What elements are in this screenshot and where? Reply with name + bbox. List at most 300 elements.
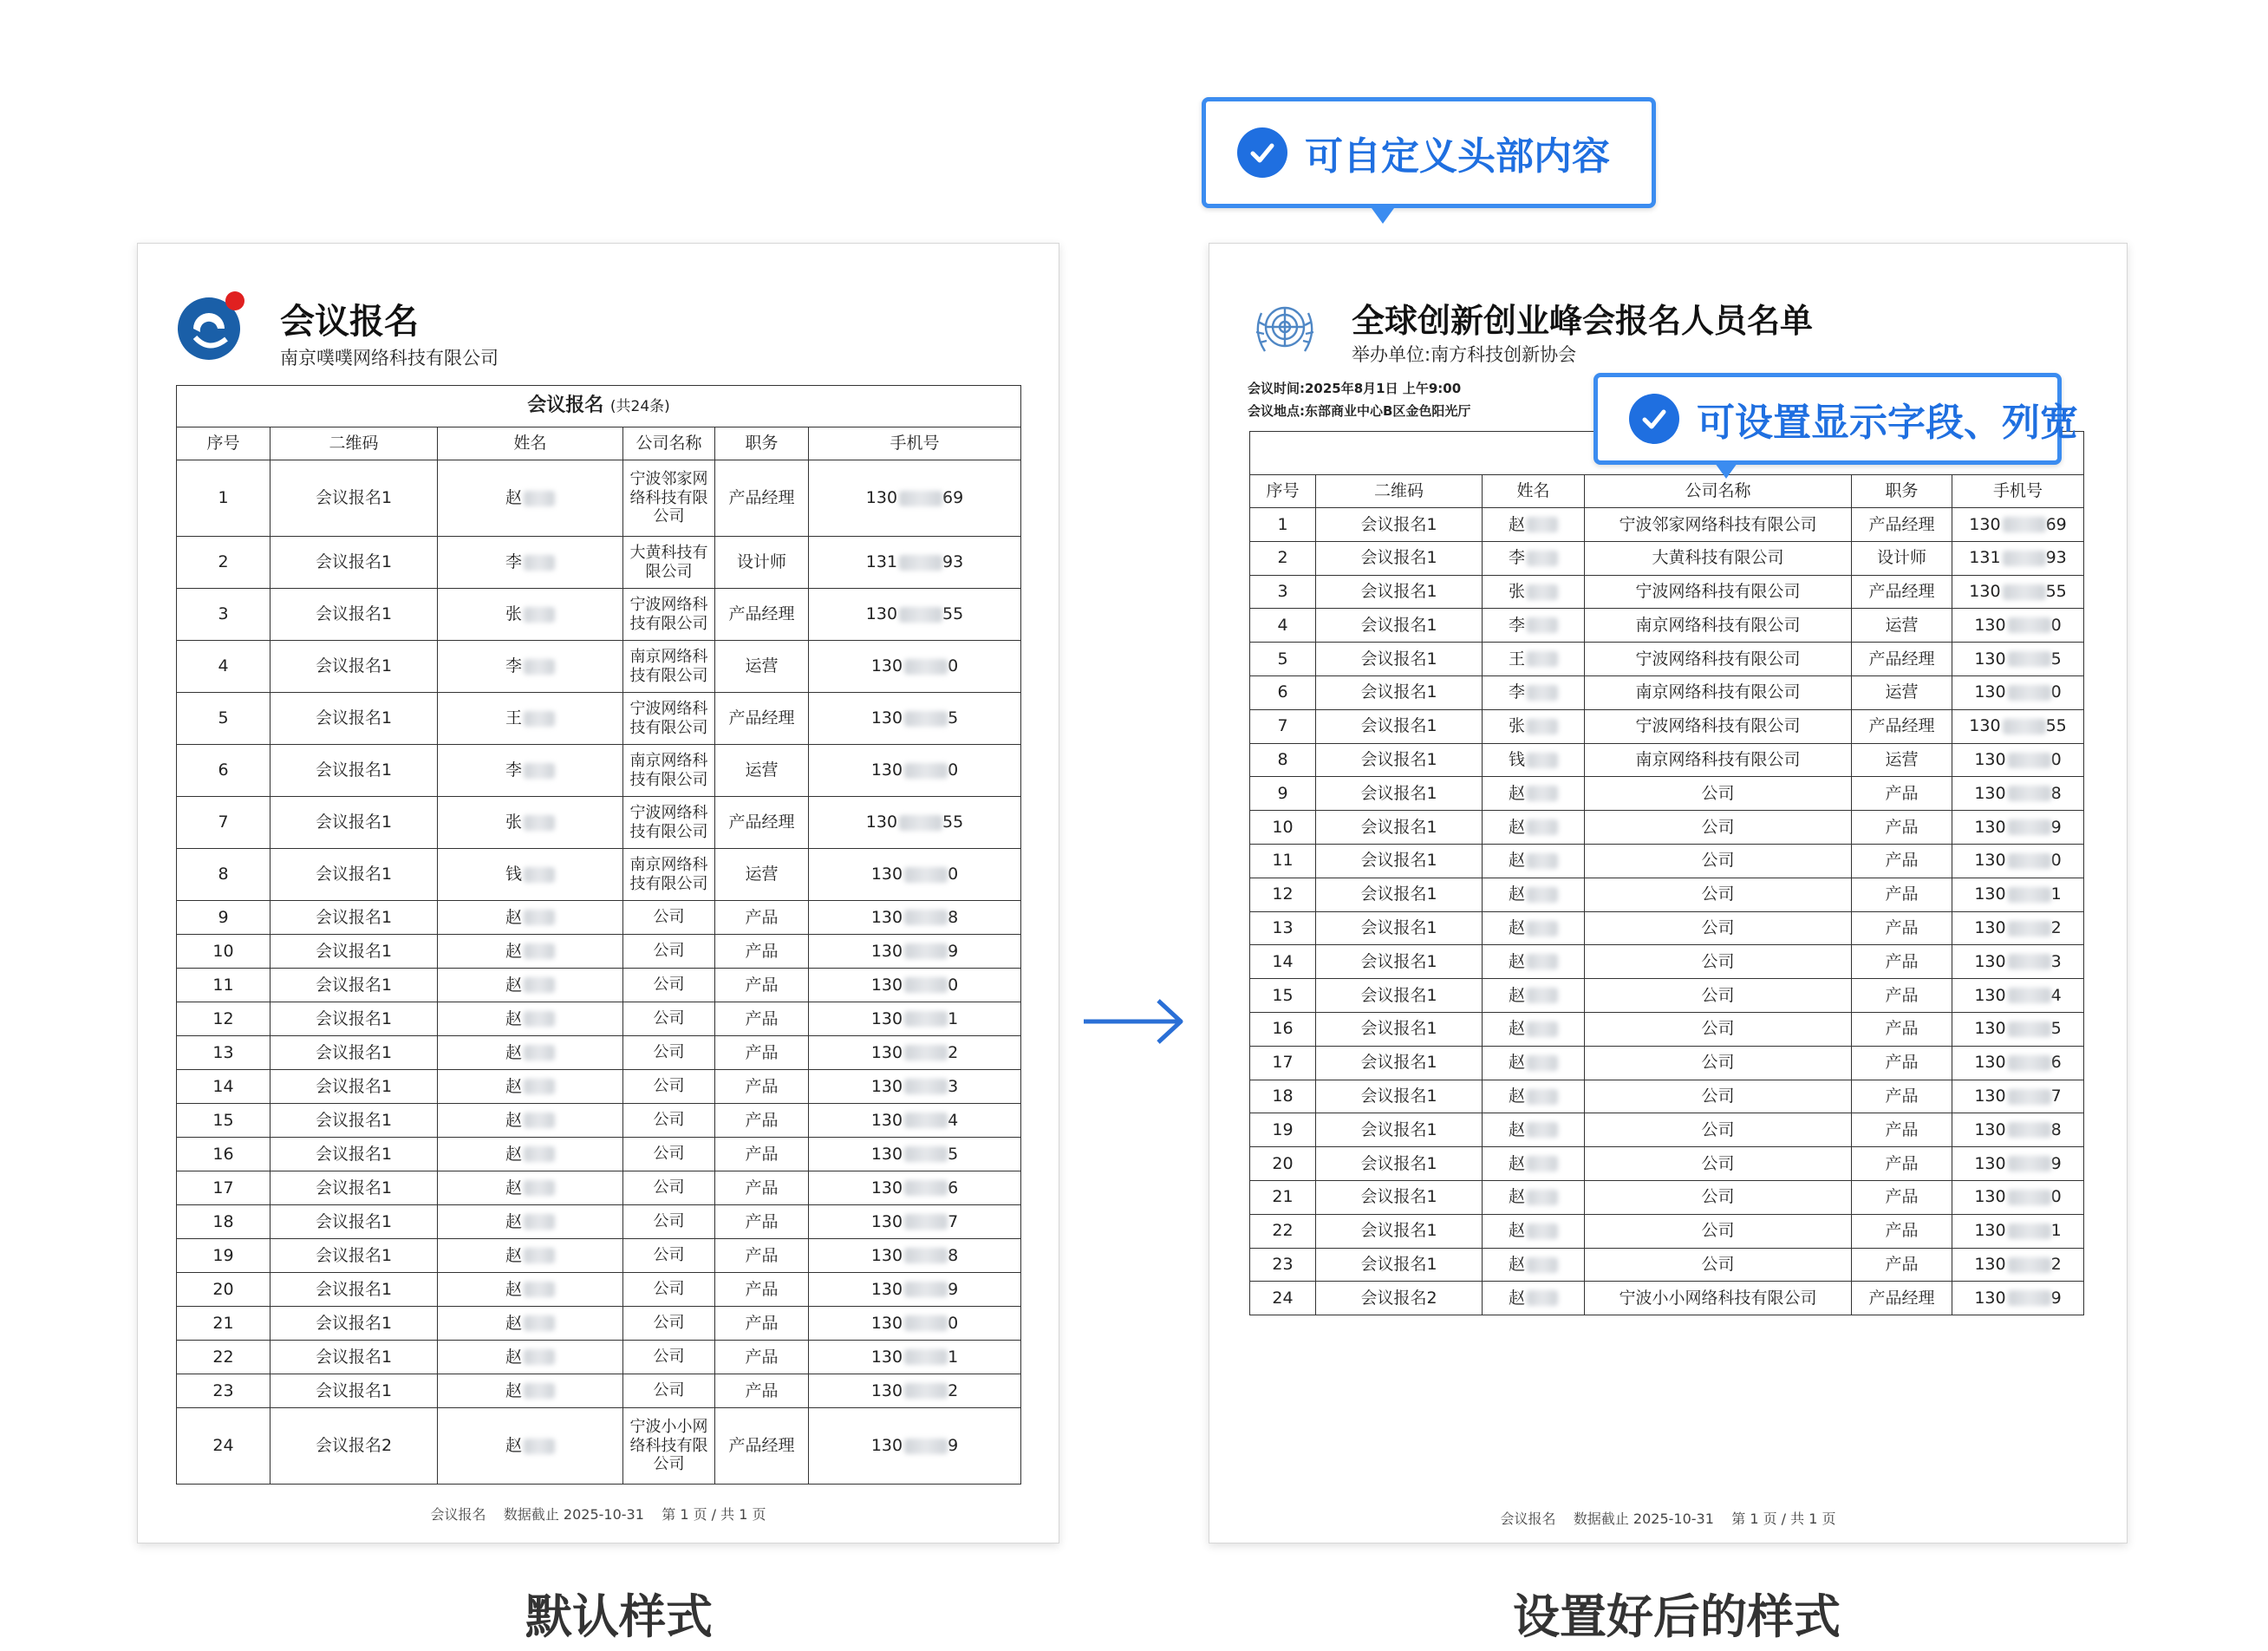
- row-company: 公司: [623, 1307, 715, 1341]
- phone-suffix: 2: [2050, 918, 2062, 938]
- row-number: 3: [1250, 575, 1316, 609]
- row-name: [438, 1104, 623, 1138]
- row-title: 产品: [715, 1341, 809, 1374]
- name-redacted: [1527, 651, 1558, 667]
- row-company: 公司: [1585, 979, 1852, 1013]
- name-redacted: [524, 910, 555, 925]
- row-company: 公司: [623, 1036, 715, 1070]
- name-surname: 赵: [505, 1211, 522, 1231]
- row-title: 运营: [715, 745, 809, 797]
- row-phone: [809, 1307, 1021, 1341]
- name-redacted: [524, 1383, 555, 1399]
- row-number: 24: [1250, 1282, 1316, 1315]
- phone-redacted: [2008, 921, 2051, 936]
- phone-redacted: [904, 1349, 948, 1365]
- name-surname: 赵: [1508, 1019, 1525, 1039]
- row-number: 17: [1250, 1046, 1316, 1080]
- phone-redacted: [2008, 617, 2051, 633]
- row-name: [1483, 1282, 1585, 1315]
- row-number: 19: [177, 1239, 270, 1273]
- table-row: [177, 1138, 1021, 1171]
- name-surname: 赵: [1508, 817, 1525, 837]
- phone-suffix: 5: [2050, 649, 2062, 669]
- row-qrcode: 会议报名1: [1316, 743, 1483, 777]
- row-company: 公司: [623, 1374, 715, 1408]
- row-phone: [809, 1070, 1021, 1104]
- row-phone: [809, 693, 1021, 745]
- row-number: 20: [1250, 1147, 1316, 1181]
- row-title: 产品: [715, 1036, 809, 1070]
- row-number: 18: [1250, 1080, 1316, 1113]
- phone-suffix: 2: [2050, 1255, 2062, 1275]
- row-company: 南京网络科 技有限公司: [623, 641, 715, 693]
- document-title: 会议报名: [280, 302, 419, 342]
- name-surname: 赵: [1508, 1187, 1525, 1207]
- row-company: 公司: [623, 1070, 715, 1104]
- row-name: [1483, 945, 1585, 979]
- table-row: [1250, 541, 2084, 575]
- row-company: 公司: [623, 1104, 715, 1138]
- name-redacted: [524, 1113, 555, 1128]
- row-phone: [1952, 1113, 2084, 1147]
- phone-redacted: [2008, 954, 2051, 969]
- phone-suffix: 9: [2050, 1153, 2062, 1173]
- row-phone: [1952, 508, 2084, 542]
- table-row: [1250, 945, 2084, 979]
- row-qrcode: 会议报名1: [1316, 508, 1483, 542]
- table-row: [1250, 878, 2084, 911]
- phone-suffix: 1: [948, 1347, 959, 1367]
- phone-prefix: 130: [870, 1245, 903, 1265]
- name-surname: 赵: [1508, 884, 1525, 904]
- name-surname: 赵: [505, 1347, 522, 1367]
- name-surname: 赵: [505, 1042, 522, 1062]
- row-phone: [809, 537, 1021, 589]
- name-surname: 赵: [1508, 1119, 1525, 1139]
- row-number: 8: [177, 849, 270, 901]
- column-header: 公司名称: [1585, 475, 1852, 508]
- phone-suffix: 0: [948, 656, 959, 676]
- row-name: [1483, 675, 1585, 709]
- phone-prefix: 130: [1974, 750, 2006, 770]
- row-title: 产品: [1852, 1046, 1952, 1080]
- row-phone: [1952, 777, 2084, 811]
- name-surname: 赵: [505, 1380, 522, 1400]
- row-qrcode: 会议报名1: [270, 1002, 438, 1036]
- row-phone: [1952, 878, 2084, 911]
- row-phone: [809, 1239, 1021, 1273]
- organizer-line: 举办单位:南方科技创新协会: [1352, 344, 1577, 365]
- phone-suffix: 6: [2050, 1053, 2062, 1073]
- column-header: 姓名: [1483, 475, 1585, 508]
- name-surname: 赵: [505, 1313, 522, 1333]
- row-title: 产品: [715, 1171, 809, 1205]
- row-phone: [809, 1104, 1021, 1138]
- row-number: 14: [1250, 945, 1316, 979]
- row-qrcode: 会议报名1: [270, 1138, 438, 1171]
- row-qrcode: 会议报名1: [270, 1341, 438, 1374]
- callout-pointer: [1715, 463, 1737, 479]
- row-name: [438, 589, 623, 641]
- phone-prefix: 130: [870, 907, 903, 927]
- check-icon: [1629, 394, 1679, 444]
- row-title: 产品: [1852, 1113, 1952, 1147]
- phone-prefix: 130: [870, 760, 903, 780]
- document-title: 全球创新创业峰会报名人员名单: [1352, 302, 1814, 340]
- name-surname: 赵: [1508, 1053, 1525, 1073]
- name-redacted: [1527, 753, 1558, 768]
- table-row: [1250, 675, 2084, 709]
- name-redacted: [1527, 1089, 1558, 1105]
- name-redacted: [524, 711, 555, 727]
- row-name: [1483, 709, 1585, 743]
- table-row: [1250, 1180, 2084, 1214]
- row-phone: [1952, 1147, 2084, 1181]
- row-name: [1483, 979, 1585, 1013]
- table-row: [1250, 609, 2084, 643]
- table-row: [1250, 575, 2084, 609]
- table-row: [177, 641, 1021, 693]
- row-number: 23: [177, 1374, 270, 1408]
- name-surname: 张: [505, 812, 522, 832]
- name-redacted: [1527, 954, 1558, 969]
- phone-suffix: 55: [942, 604, 964, 624]
- row-number: 18: [177, 1205, 270, 1239]
- phone-redacted: [904, 977, 948, 993]
- row-name: [1483, 575, 1585, 609]
- row-company: 公司: [623, 1138, 715, 1171]
- row-qrcode: 会议报名1: [270, 797, 438, 849]
- row-qrcode: 会议报名1: [270, 1036, 438, 1070]
- table-row: [1250, 777, 2084, 811]
- row-title: 产品: [715, 1273, 809, 1307]
- row-number: 15: [177, 1104, 270, 1138]
- name-redacted: [1527, 1055, 1558, 1071]
- row-qrcode: 会议报名1: [270, 1171, 438, 1205]
- row-title: 运营: [1852, 743, 1952, 777]
- phone-redacted: [904, 1214, 948, 1230]
- name-redacted: [1527, 719, 1558, 734]
- row-qrcode: 会议报名1: [270, 589, 438, 641]
- row-qrcode: 会议报名1: [1316, 911, 1483, 945]
- name-surname: 王: [505, 708, 522, 728]
- table-row: [1250, 1248, 2084, 1282]
- row-phone: [809, 745, 1021, 797]
- callout-pointer: [1372, 208, 1394, 224]
- row-title: 产品: [1852, 1012, 1952, 1046]
- row-name: [1483, 911, 1585, 945]
- phone-suffix: 3: [948, 1076, 959, 1096]
- name-redacted: [1527, 685, 1558, 701]
- row-title: 产品: [1852, 1147, 1952, 1181]
- phone-redacted: [904, 1079, 948, 1094]
- row-qrcode: 会议报名1: [1316, 1080, 1483, 1113]
- phone-suffix: 0: [2050, 682, 2062, 702]
- row-company: 宁波邻家网 络科技有限 公司: [623, 460, 715, 537]
- phone-prefix: 130: [1974, 1053, 2006, 1073]
- row-number: 23: [1250, 1248, 1316, 1282]
- row-qrcode: 会议报名1: [270, 1104, 438, 1138]
- row-qrcode: 会议报名1: [1316, 675, 1483, 709]
- row-title: 产品经理: [715, 1408, 809, 1485]
- phone-suffix: 9: [948, 941, 959, 961]
- check-icon: [1237, 127, 1287, 178]
- row-qrcode: 会议报名1: [1316, 709, 1483, 743]
- row-phone: [1952, 844, 2084, 878]
- row-phone: [809, 901, 1021, 935]
- row-name: [1483, 1080, 1585, 1113]
- callout-label: 可自定义头部内容: [1305, 134, 1610, 179]
- row-number: 15: [1250, 979, 1316, 1013]
- row-phone: [1952, 575, 2084, 609]
- row-company: 公司: [1585, 1046, 1852, 1080]
- row-qrcode: 会议报名1: [1316, 609, 1483, 643]
- row-company: 宁波网络科 技有限公司: [623, 693, 715, 745]
- row-name: [438, 849, 623, 901]
- row-name: [1483, 1046, 1585, 1080]
- row-qrcode: 会议报名1: [1316, 1113, 1483, 1147]
- table-row: [177, 1205, 1021, 1239]
- name-surname: 李: [505, 760, 522, 780]
- table-row: [177, 693, 1021, 745]
- phone-prefix: 130: [1974, 649, 2006, 669]
- phone-redacted: [2008, 819, 2051, 835]
- row-phone: [809, 1273, 1021, 1307]
- row-name: [1483, 811, 1585, 845]
- name-redacted: [1527, 988, 1558, 1003]
- table-row: [1250, 1282, 2084, 1315]
- table-row: [177, 1171, 1021, 1205]
- phone-prefix: 130: [870, 1279, 903, 1299]
- phone-redacted: [2008, 887, 2051, 903]
- row-number: 2: [1250, 541, 1316, 575]
- name-surname: 赵: [505, 1279, 522, 1299]
- row-qrcode: 会议报名1: [270, 901, 438, 935]
- row-name: [438, 901, 623, 935]
- name-surname: 赵: [505, 1076, 522, 1096]
- row-name: [438, 1205, 623, 1239]
- phone-suffix: 8: [2050, 1119, 2062, 1139]
- phone-redacted: [2008, 1190, 2051, 1205]
- name-redacted: [1527, 1122, 1558, 1138]
- table-row: [177, 460, 1021, 537]
- row-name: [1483, 541, 1585, 575]
- row-company: 大黄科技有 限公司: [623, 537, 715, 589]
- row-qrcode: 会议报名1: [1316, 541, 1483, 575]
- table-row: [1250, 643, 2084, 676]
- row-qrcode: 会议报名1: [1316, 811, 1483, 845]
- name-surname: 李: [1508, 615, 1525, 635]
- phone-redacted: [2008, 988, 2051, 1003]
- row-company: 公司: [1585, 844, 1852, 878]
- row-phone: [1952, 1046, 2084, 1080]
- phone-redacted: [904, 1282, 948, 1297]
- row-company: 公司: [623, 1341, 715, 1374]
- phone-suffix: 6: [948, 1178, 959, 1197]
- row-title: 运营: [715, 849, 809, 901]
- row-phone: [809, 1205, 1021, 1239]
- table-row: [177, 1408, 1021, 1485]
- row-title: 运营: [715, 641, 809, 693]
- row-name: [438, 537, 623, 589]
- phone-prefix: 130: [1969, 514, 2001, 534]
- table-row: [177, 935, 1021, 969]
- phone-redacted: [904, 1248, 948, 1263]
- phone-suffix: 1: [948, 1008, 959, 1028]
- phone-prefix: 130: [870, 1008, 903, 1028]
- name-surname: 钱: [1508, 750, 1525, 770]
- phone-suffix: 0: [2050, 750, 2062, 770]
- callout-custom-header: [1202, 97, 1656, 208]
- table-header-row: [177, 427, 1021, 460]
- row-qrcode: 会议报名1: [1316, 844, 1483, 878]
- row-qrcode: 会议报名1: [270, 1374, 438, 1408]
- phone-suffix: 9: [948, 1279, 959, 1299]
- table-row: [177, 1070, 1021, 1104]
- row-company: 南京网络科 技有限公司: [623, 849, 715, 901]
- phone-redacted: [904, 1180, 948, 1196]
- row-phone: [1952, 1080, 2084, 1113]
- row-qrcode: 会议报名1: [270, 641, 438, 693]
- meeting-place: 会议地点:东部商业中心B区金色阳光厅: [1248, 403, 1471, 419]
- table-row: [177, 901, 1021, 935]
- table-row: [1250, 844, 2084, 878]
- row-name: [1483, 1147, 1585, 1181]
- phone-suffix: 55: [942, 812, 964, 832]
- name-redacted: [524, 1079, 555, 1094]
- row-qrcode: 会议报名1: [1316, 1214, 1483, 1248]
- phone-prefix: 131: [865, 552, 898, 572]
- row-phone: [809, 969, 1021, 1002]
- row-company: 宁波网络科 技有限公司: [623, 589, 715, 641]
- phone-prefix: 130: [1974, 1153, 2006, 1173]
- phone-prefix: 130: [865, 812, 898, 832]
- phone-redacted: [904, 659, 948, 675]
- name-redacted: [1527, 786, 1558, 801]
- row-number: 14: [177, 1070, 270, 1104]
- table-row: [1250, 709, 2084, 743]
- row-qrcode: 会议报名1: [270, 935, 438, 969]
- phone-suffix: 9: [948, 1436, 959, 1456]
- meeting-time: 会议时间:2025年8月1日 上午9:00: [1248, 381, 1462, 396]
- row-title: 产品: [715, 1002, 809, 1036]
- row-number: 1: [1250, 508, 1316, 542]
- name-surname: 赵: [1508, 918, 1525, 938]
- phone-redacted: [2008, 1055, 2051, 1071]
- row-phone: [1952, 911, 2084, 945]
- phone-prefix: 130: [1974, 615, 2006, 635]
- phone-prefix: 131: [1969, 548, 2001, 568]
- row-title: 产品: [1852, 979, 1952, 1013]
- phone-redacted: [904, 763, 948, 779]
- row-number: 16: [177, 1138, 270, 1171]
- row-phone: [1952, 709, 2084, 743]
- phone-suffix: 55: [2045, 582, 2067, 602]
- row-number: 9: [177, 901, 270, 935]
- row-number: 24: [177, 1408, 270, 1485]
- phone-suffix: 0: [948, 760, 959, 780]
- column-header: 手机号: [809, 427, 1021, 460]
- phone-prefix: 130: [1974, 1288, 2006, 1308]
- row-company: 公司: [623, 1205, 715, 1239]
- phone-prefix: 130: [1974, 951, 2006, 971]
- phone-prefix: 130: [1969, 582, 2001, 602]
- row-company: 公司: [1585, 1214, 1852, 1248]
- name-redacted: [524, 943, 555, 959]
- row-name: [1483, 844, 1585, 878]
- registration-table-custom: [1249, 431, 2084, 1315]
- table-row: [177, 589, 1021, 641]
- column-header: 公司名称: [623, 427, 715, 460]
- row-title: 产品经理: [715, 797, 809, 849]
- phone-prefix: 130: [870, 1436, 903, 1456]
- row-company: 公司: [1585, 1248, 1852, 1282]
- row-company: 公司: [1585, 945, 1852, 979]
- phone-redacted: [904, 867, 948, 883]
- name-redacted: [524, 815, 555, 831]
- phone-prefix: 130: [870, 1110, 903, 1130]
- name-redacted: [524, 1214, 555, 1230]
- row-company: 公司: [1585, 911, 1852, 945]
- name-surname: 赵: [505, 1144, 522, 1164]
- phone-redacted: [2003, 517, 2046, 532]
- name-surname: 赵: [1508, 1288, 1525, 1308]
- phone-suffix: 0: [948, 865, 959, 884]
- row-company: 宁波邻家网络科技有限公司: [1585, 508, 1852, 542]
- row-number: 13: [177, 1036, 270, 1070]
- phone-redacted: [2003, 584, 2046, 600]
- name-redacted: [1527, 584, 1558, 600]
- phone-suffix: 0: [948, 1313, 959, 1333]
- phone-prefix: 130: [870, 708, 903, 728]
- row-name: [1483, 1012, 1585, 1046]
- name-surname: 赵: [1508, 1255, 1525, 1275]
- row-name: [438, 1408, 623, 1485]
- name-redacted: [1527, 1257, 1558, 1273]
- row-qrcode: 会议报名1: [270, 537, 438, 589]
- row-name: [1483, 1180, 1585, 1214]
- row-phone: [1952, 1282, 2084, 1315]
- phone-redacted: [2008, 1257, 2051, 1273]
- row-company: 公司: [1585, 811, 1852, 845]
- phone-redacted: [2008, 1156, 2051, 1171]
- phone-suffix: 5: [2050, 1019, 2062, 1039]
- phone-suffix: 8: [948, 1245, 959, 1265]
- row-number: 7: [1250, 709, 1316, 743]
- phone-prefix: 130: [1974, 1119, 2006, 1139]
- row-qrcode: 会议报名1: [1316, 1147, 1483, 1181]
- phone-redacted: [2008, 1122, 2051, 1138]
- table-row: [177, 1036, 1021, 1070]
- row-qrcode: 会议报名1: [1316, 575, 1483, 609]
- column-header: 序号: [1250, 475, 1316, 508]
- name-surname: 赵: [505, 1110, 522, 1130]
- row-qrcode: 会议报名1: [270, 460, 438, 537]
- phone-suffix: 69: [2045, 514, 2067, 534]
- row-name: [1483, 743, 1585, 777]
- table-row: [1250, 811, 2084, 845]
- row-qrcode: 会议报名1: [1316, 1012, 1483, 1046]
- row-title: 产品: [1852, 945, 1952, 979]
- phone-redacted: [899, 815, 942, 831]
- phone-prefix: 130: [865, 604, 898, 624]
- row-qrcode: 会议报名1: [1316, 945, 1483, 979]
- table-caption: [177, 386, 1021, 427]
- row-company: 南京网络科技有限公司: [1585, 743, 1852, 777]
- row-qrcode: 会议报名1: [1316, 1180, 1483, 1214]
- name-surname: 赵: [1508, 1221, 1525, 1241]
- name-redacted: [524, 1282, 555, 1297]
